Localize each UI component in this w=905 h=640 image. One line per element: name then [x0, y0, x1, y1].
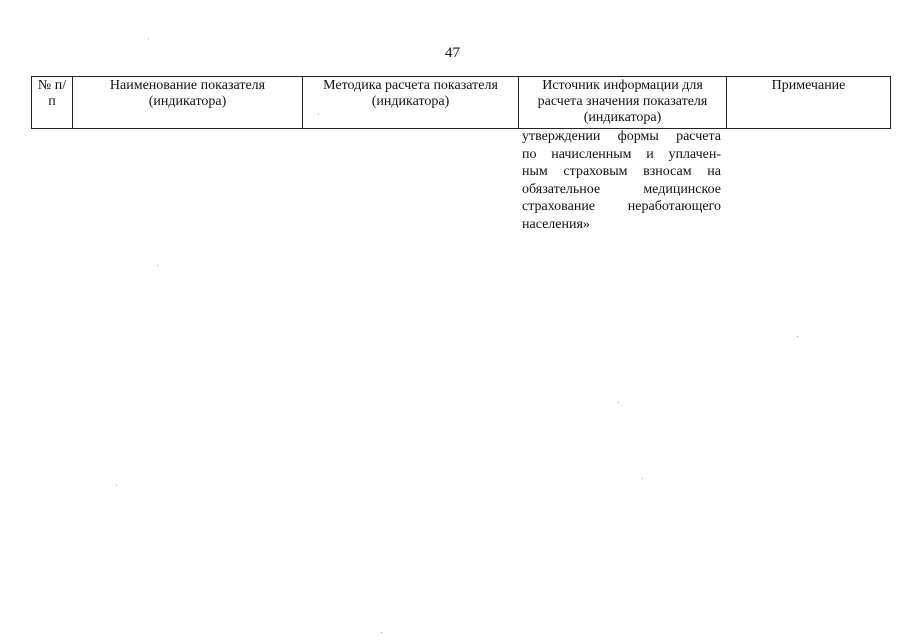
text-line: по начисленным и уплачен- [522, 146, 721, 162]
page-number: 47 [445, 45, 460, 61]
scan-speck [318, 114, 319, 115]
table-header-row [32, 77, 891, 129]
text-line: обязательное медицинское [522, 181, 721, 197]
text-line: страхование неработающего [522, 199, 721, 214]
header-number: № п/п [32, 77, 73, 129]
scan-speck [116, 485, 117, 486]
header-calculation-method: Методика расчета показателя (индикатора) [303, 77, 519, 129]
text-line: населения» [522, 216, 590, 232]
text-line: ным страховым взносам на [522, 164, 721, 179]
text-line: утверждении формы расчета [522, 129, 721, 144]
source-continuation-text [522, 128, 721, 233]
scan-speck [618, 402, 619, 403]
header-indicator-name: Наименование показателя (индикатора) [73, 77, 303, 129]
indicator-table [31, 76, 891, 129]
scan-speck [148, 38, 149, 39]
header-note: Примечание [727, 77, 891, 129]
scan-speck [642, 478, 643, 479]
header-information-source: Источник информации для расчета значения показателя (индикатора) [519, 77, 727, 129]
scan-speck [381, 632, 382, 633]
scan-speck [157, 265, 158, 266]
scan-speck [797, 336, 798, 337]
